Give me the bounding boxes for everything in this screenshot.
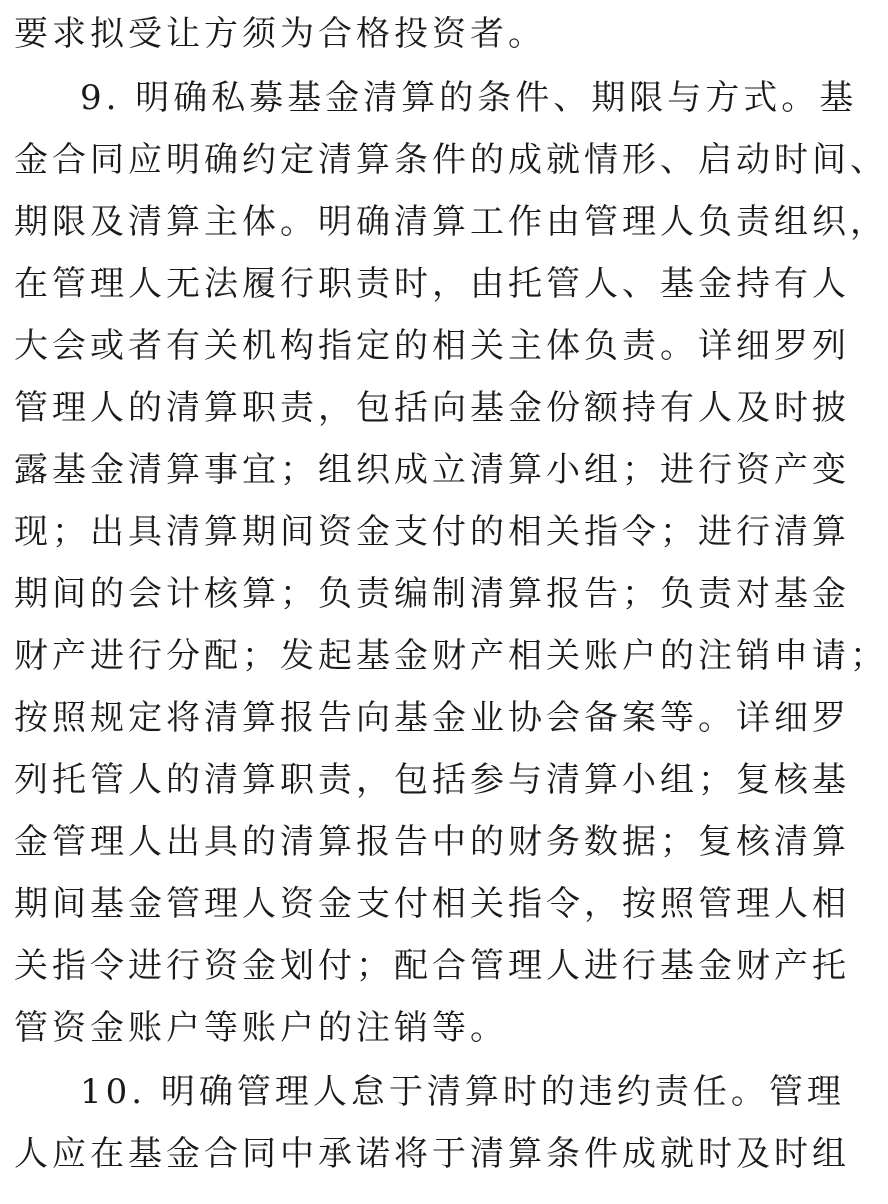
text-line: 管理人的清算职责，包括向基金份额持有人及时披: [14, 388, 850, 428]
text-line: 要求拟受让方须为合格投资者。: [14, 14, 546, 54]
text-line: 金合同应明确约定清算条件的成就情形、启动时间、: [14, 140, 888, 180]
paragraph-10-first-line: 10. 明确管理人怠于清算时的违约责任。管理: [80, 1072, 845, 1112]
text-line: 关指令进行资金划付；配合管理人进行基金财产托: [14, 946, 850, 986]
text-line: 现；出具清算期间资金支付的相关指令；进行清算: [14, 512, 850, 552]
text-line: 露基金清算事宜；组织成立清算小组；进行资产变: [14, 450, 850, 490]
text-line: 人应在基金合同中承诺将于清算条件成就时及时组: [14, 1134, 850, 1174]
text-line: 在管理人无法履行职责时，由托管人、基金持有人: [14, 264, 850, 304]
text-line: 大会或者有关机构指定的相关主体负责。详细罗列: [14, 326, 850, 366]
text-line: 列托管人的清算职责，包括参与清算小组；复核基: [14, 760, 850, 800]
paragraph-9-first-line: 9. 明确私募基金清算的条件、期限与方式。基: [80, 78, 858, 118]
text-line: 金管理人出具的清算报告中的财务数据；复核清算: [14, 822, 850, 862]
text-line: 期限及清算主体。明确清算工作由管理人负责组织，: [14, 202, 888, 242]
text-line: 按照规定将清算报告向基金业协会备案等。详细罗: [14, 698, 850, 738]
text-line: 期间基金管理人资金支付相关指令，按照管理人相: [14, 884, 850, 924]
text-line: 管资金账户等账户的注销等。: [14, 1008, 508, 1048]
text-line: 财产进行分配；发起基金财产相关账户的注销申请；: [14, 636, 888, 676]
text-line: 期间的会计核算；负责编制清算报告；负责对基金: [14, 574, 850, 614]
